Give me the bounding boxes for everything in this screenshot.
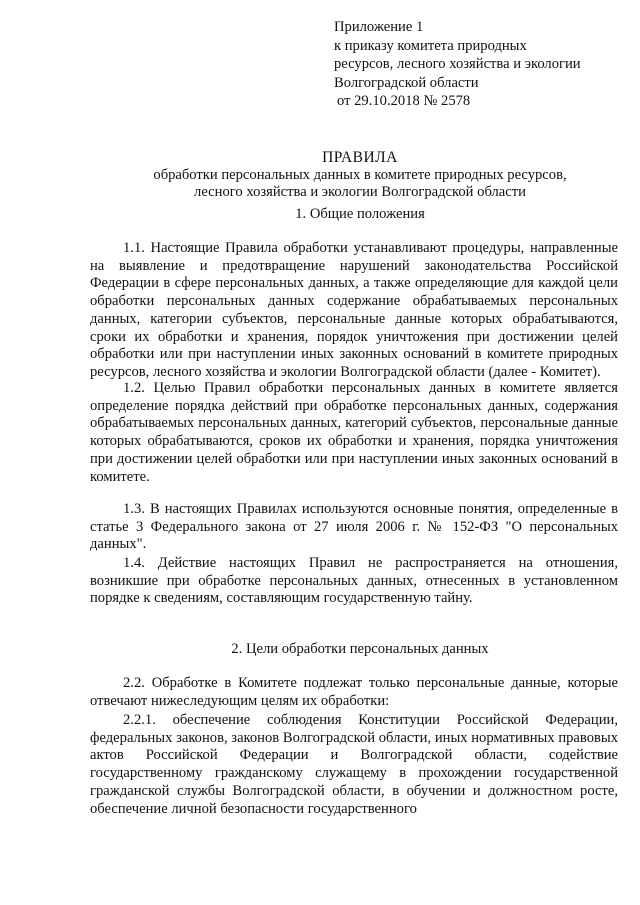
appendix-line: к приказу комитета природных <box>334 37 527 54</box>
section-heading: 1. Общие положения <box>295 206 425 222</box>
paragraph: 1.1. Настоящие Правила обработки устанавливают процедуры, направленные на выявление и предотвращение нарушений законодательства Российской Федерации в сфере персональных данных, а также определяющие для каждой цели обработки персональных данных содержание обрабатываемых персональных данных, категории субъектов, персональные данные которых обрабатываются, сроки их обработки и хранения, порядок уничтожения при достижении целей обработки или при наступлении иных законных оснований в комитете природных ресурсов, лесного хозяйства и экологии Волгоградской области (далее - Комитет). <box>90 240 618 380</box>
title-subtitle-line: обработки персональных данных в комитете природных ресурсов, <box>153 166 567 183</box>
paragraph: 2.2. Обработке в Комитете подлежат только персональные данные, которые отвечают нижеследующим целям их обработки: <box>90 675 618 709</box>
paragraph: 1.4. Действие настоящих Правил не распространяется на отношения, возникшие при обработке персональных данных, отнесенных в установленном порядке к сведениям, составляющим государственную тайну. <box>90 555 618 607</box>
appendix-date-number: от 29.10.2018 № 2578 <box>337 93 471 109</box>
appendix-block <box>334 18 614 111</box>
title-subtitle-line: лесного хозяйства и экологии Волгоградской области <box>194 184 526 200</box>
paragraph: 1.2. Целью Правил обработки персональных данных в комитете является определение порядка действий при обработке персональных данных, содержания обрабатываемых персональных данных, категорий субъектов, персональные данные которых обрабатываются, сроков их обработки и хранения, порядка уничтожения при достижении целей обработки или при наступлении иных законных оснований в комитете. <box>90 380 618 485</box>
section-heading: 2. Цели обработки персональных данных <box>231 641 489 657</box>
appendix-line: Волгоградской области <box>334 74 479 91</box>
document-title <box>95 149 625 202</box>
paragraph: 1.3. В настоящих Правилах используются основные понятия, определенные в статье 3 Федерального закона от 27 июля 2006 г. № 152-ФЗ "О персональных данных". <box>90 501 618 553</box>
paragraph: 2.2.1. обеспечение соблюдения Конституции Российской Федерации, федеральных законов, законов Волгоградской области, иных нормативных правовых актов Российской Федерации и Волгоградской области, содействие государственному гражданскому служащему в прохождении государственной гражданской службы Волгоградской области, в обучении и должностном росте, обеспечение личной безопасности государственного <box>90 712 618 817</box>
title-main: ПРАВИЛА <box>322 149 398 166</box>
appendix-line: ресурсов, лесного хозяйства и экологии <box>334 56 581 72</box>
appendix-line: Приложение 1 <box>334 19 424 35</box>
